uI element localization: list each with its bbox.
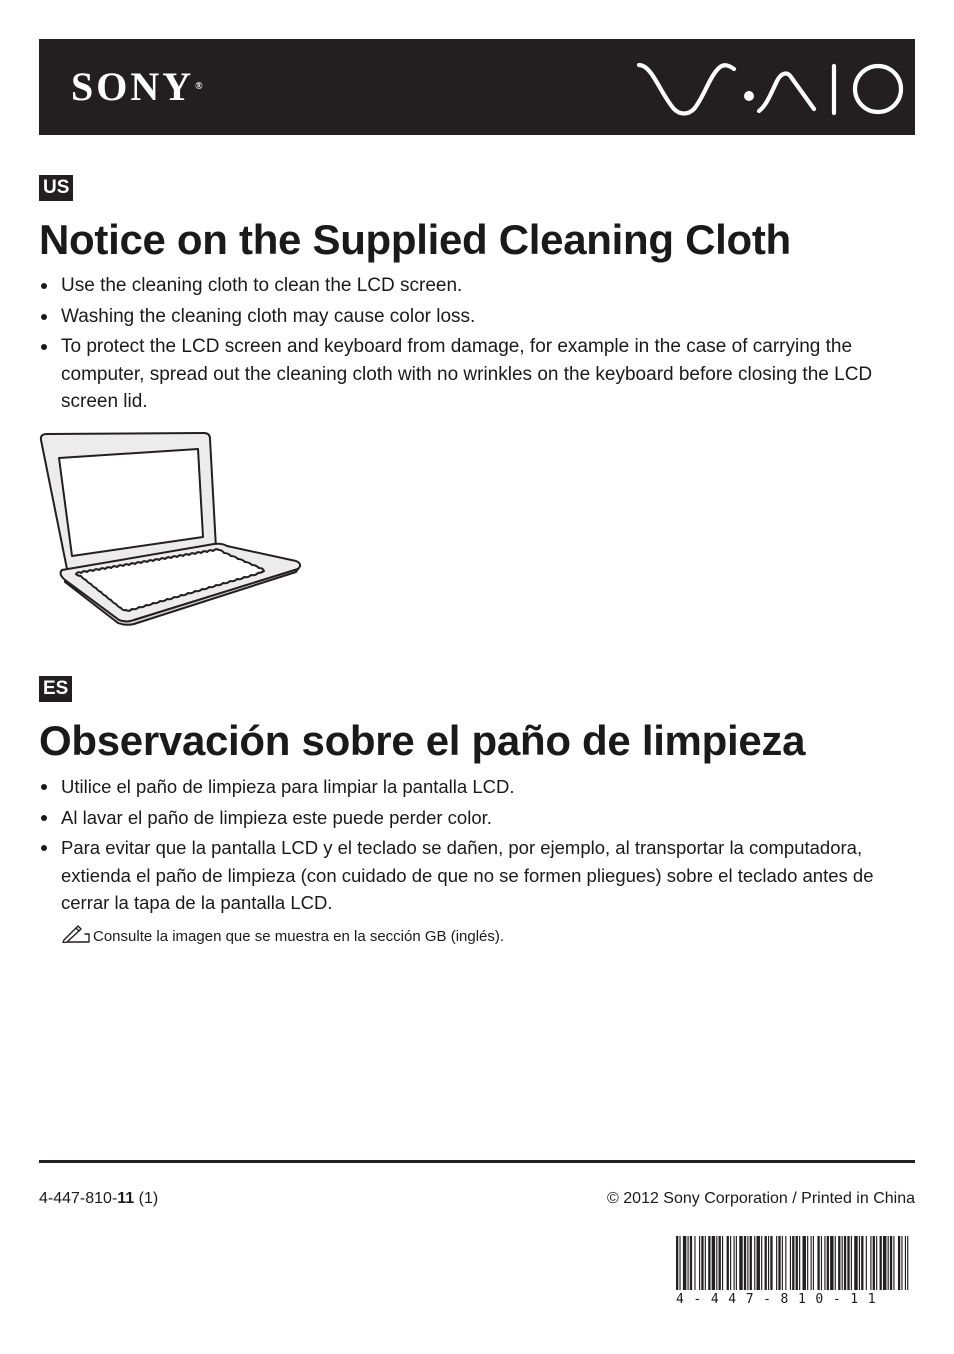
barcode-bar xyxy=(830,1236,833,1290)
barcode-bar xyxy=(688,1236,689,1290)
barcode-bar xyxy=(792,1236,794,1290)
barcode-bar xyxy=(893,1236,894,1290)
list-item: Use the cleaning cloth to clean the LCD screen. xyxy=(39,272,915,300)
barcode-bar xyxy=(785,1236,786,1290)
barcode-bar xyxy=(750,1236,752,1290)
part-number: 4-447-810-11 (1) xyxy=(39,1190,159,1207)
barcode-bar xyxy=(719,1236,721,1290)
barcode-bar xyxy=(796,1236,798,1290)
barcode-bar xyxy=(898,1236,900,1290)
barcode-bar xyxy=(901,1236,902,1290)
bullet-dot-icon xyxy=(41,283,47,289)
bullet-dot-icon xyxy=(41,314,47,320)
sony-logo: SONY® xyxy=(71,64,203,109)
barcode-bar xyxy=(883,1236,886,1290)
barcode-bar xyxy=(765,1236,767,1290)
vaio-logo xyxy=(634,57,904,119)
laptop-cleaning-cloth-illustration xyxy=(38,430,306,628)
barcode-bar xyxy=(694,1236,695,1290)
barcode-bar xyxy=(838,1236,840,1290)
list-item: Washing the cleaning cloth may cause color loss. xyxy=(39,303,915,331)
barcode-bar xyxy=(890,1236,892,1290)
footer-rule xyxy=(39,1160,915,1163)
bullet-dot-icon xyxy=(41,344,47,350)
barcode-bar xyxy=(803,1236,806,1290)
bullet-list-us xyxy=(39,272,915,419)
barcode-bar xyxy=(727,1236,729,1290)
barcode-bar xyxy=(907,1236,908,1290)
barcode-bar xyxy=(761,1236,762,1290)
barcode-bar xyxy=(842,1236,843,1290)
barcode-bar xyxy=(683,1236,686,1290)
barcode-bar xyxy=(827,1236,829,1290)
barcode-bar xyxy=(854,1236,857,1290)
barcode-bar xyxy=(870,1236,871,1290)
section-title-es: Observación sobre el paño de limpieza xyxy=(39,717,806,764)
barcode-bar xyxy=(768,1236,769,1290)
barcode-bar xyxy=(736,1236,737,1290)
brand-header xyxy=(39,39,915,135)
copyright: © 2012 Sony Corporation / Printed in China xyxy=(607,1190,915,1207)
barcode-bar xyxy=(813,1236,814,1290)
barcode-bar xyxy=(861,1236,863,1290)
bullet-dot-icon xyxy=(41,784,47,790)
barcode-bar xyxy=(880,1236,882,1290)
barcode-bar xyxy=(676,1236,678,1290)
barcode-bar xyxy=(757,1236,760,1290)
barcode-bar xyxy=(873,1236,875,1290)
barcode-bar xyxy=(835,1236,836,1290)
barcode-bar xyxy=(679,1236,680,1290)
barcode-bar xyxy=(844,1236,846,1290)
language-tag-us: US xyxy=(39,175,73,201)
bullet-dot-icon xyxy=(41,845,47,851)
barcode-bar xyxy=(705,1236,706,1290)
barcode-bar xyxy=(824,1236,825,1290)
barcode-bar xyxy=(859,1236,860,1290)
barcode-bar xyxy=(847,1236,849,1290)
barcode-bar xyxy=(876,1236,877,1290)
barcode-bar xyxy=(734,1236,735,1290)
list-item: Al lavar el paño de limpieza este puede perder color. xyxy=(39,804,915,832)
note-pencil-icon xyxy=(61,923,91,943)
barcode-bar xyxy=(701,1236,703,1290)
barcode-bar xyxy=(905,1236,906,1290)
bullet-dot-icon xyxy=(41,815,47,821)
barcode-bar xyxy=(699,1236,700,1290)
barcode-bar xyxy=(712,1236,715,1290)
barcode-bar xyxy=(790,1236,791,1290)
barcode-bar xyxy=(754,1236,755,1290)
list-item: Para evitar que la pantalla LCD y el teclado se dañen, por ejemplo, al transportar la computadora, extienda el paño de limpieza (con cuidado de que no se formen pliegues) sobre el teclado antes de cerrar la tapa de la pantalla LCD. xyxy=(39,834,915,917)
barcode-number: 4-447-810-11 xyxy=(676,1292,886,1307)
barcode-bar xyxy=(776,1236,777,1290)
note: Consulte la imagen que se muestra en la sección GB (inglés). xyxy=(61,923,504,948)
barcode-bar xyxy=(851,1236,852,1290)
barcode-bar xyxy=(807,1236,808,1290)
barcode-bar xyxy=(716,1236,717,1290)
barcode-bar xyxy=(888,1236,889,1290)
barcode-bar xyxy=(690,1236,692,1290)
barcode-bar xyxy=(782,1236,783,1290)
barcode xyxy=(676,1236,910,1292)
barcode-bar xyxy=(739,1236,742,1290)
bullet-list-es xyxy=(39,773,915,920)
language-tag-es: ES xyxy=(39,676,72,702)
barcode-bar xyxy=(817,1236,819,1290)
barcode-bar xyxy=(821,1236,822,1290)
barcode-bar xyxy=(708,1236,710,1290)
barcode-bar xyxy=(744,1236,746,1290)
barcode-bar xyxy=(811,1236,812,1290)
barcode-bar xyxy=(866,1236,867,1290)
barcode-bar xyxy=(799,1236,800,1290)
list-item: Utilice el paño de limpieza para limpiar la pantalla LCD. xyxy=(39,773,915,801)
section-title-us: Notice on the Supplied Cleaning Cloth xyxy=(39,216,791,263)
barcode-bar xyxy=(730,1236,731,1290)
barcode-bar xyxy=(770,1236,772,1290)
barcode-bar xyxy=(778,1236,780,1290)
barcode-bar xyxy=(722,1236,723,1290)
list-item: To protect the LCD screen and keyboard from damage, for example in the case of carrying the computer, spread out the cleaning cloth with no wrinkles on the keyboard before closing the LCD screen lid. xyxy=(39,333,915,416)
barcode-bar xyxy=(747,1236,748,1290)
